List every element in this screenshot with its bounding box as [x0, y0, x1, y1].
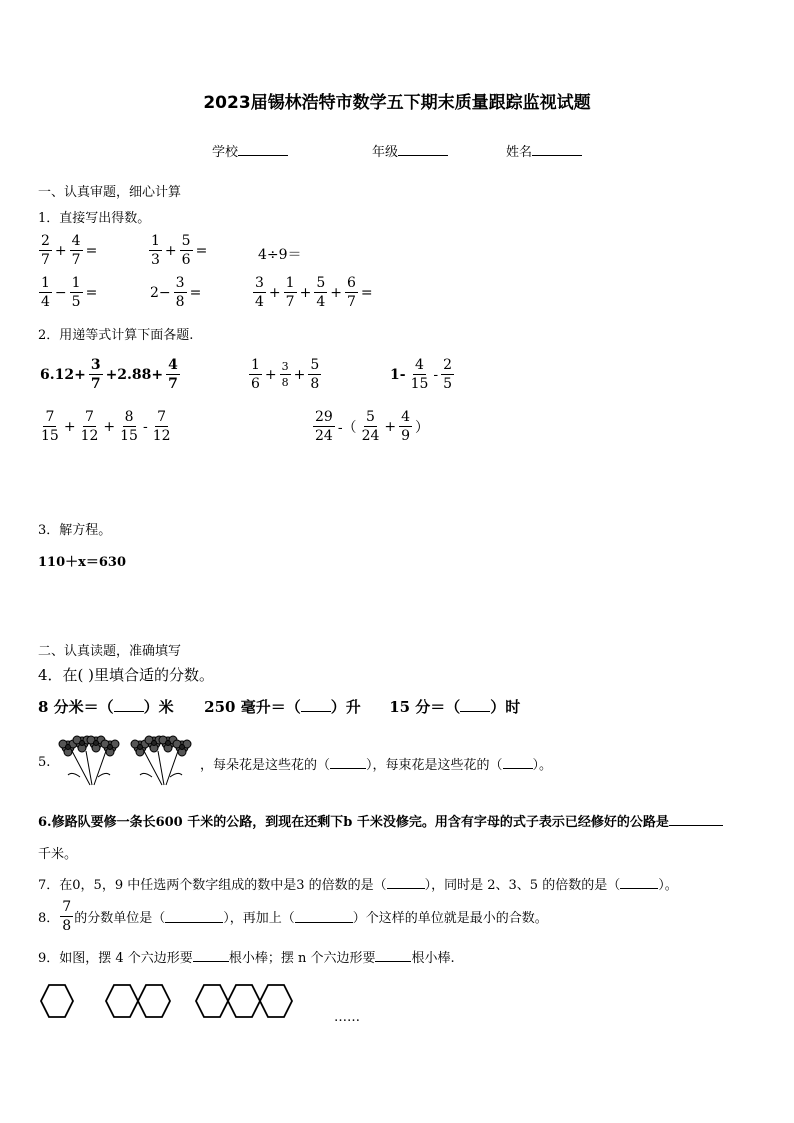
q5-number: 5.	[38, 755, 51, 770]
answer-blank[interactable]	[295, 910, 353, 923]
answer-blank[interactable]	[193, 949, 229, 962]
ellipsis: ……	[334, 1010, 360, 1025]
name-label: 姓名	[506, 145, 533, 160]
q3-equation: 110＋x＝630	[38, 555, 127, 570]
fraction: $\frac{5}{8}$	[310, 357, 320, 392]
fraction: $\frac{5}{4}$	[316, 275, 326, 310]
hexagon-figures	[38, 982, 298, 1026]
fraction: $\frac{7}{12}$	[152, 409, 171, 444]
hexagon	[196, 985, 228, 1017]
q2-expr-1: 6.12+ $\frac{3}{7}$ +2.88+ $\frac{4}{7}$	[40, 357, 178, 392]
fraction: $\frac{1}{5}$	[71, 275, 81, 310]
section1-heading: 一、认真审题，细心计算	[38, 185, 182, 200]
fraction: $\frac{4}{7}$	[71, 233, 81, 268]
school-field[interactable]	[212, 141, 288, 160]
q6-line2: 千米。	[38, 847, 78, 862]
fraction: $\frac{3}{8}$	[175, 275, 185, 310]
fraction: $\frac{3}{8}$	[281, 360, 289, 389]
fraction: $\frac{4}{7}$	[168, 357, 178, 392]
name-field[interactable]	[506, 141, 582, 160]
answer-blank[interactable]	[375, 949, 411, 962]
q5-text: ，每朵花是这些花的（ ），每束花是这些花的（ ）。	[200, 758, 553, 773]
q2-label: 2．用递等式计算下面各题.	[38, 328, 194, 343]
fraction: $\frac{3}{7}$	[90, 357, 101, 392]
answer-blank[interactable]	[114, 699, 144, 712]
grade-blank[interactable]	[398, 143, 448, 156]
fraction: $\frac{4}{9}$	[401, 409, 411, 444]
q6-line1: 6.修路队要修一条长600 千米的公路，到现在还剩下b 千米没修完。用含有字母的式子表示已经修好的公路是	[38, 811, 723, 830]
q1-label: 1．直接写出得数。	[38, 211, 151, 226]
section2-heading: 二、认真读题，准确填写	[38, 644, 182, 659]
hexagon	[41, 985, 73, 1017]
bouquet-2	[131, 736, 191, 785]
answer-blank[interactable]	[620, 876, 658, 889]
fraction: $\frac{2}{5}$	[443, 357, 453, 392]
answer-blank[interactable]	[301, 699, 331, 712]
fraction: $\frac{5}{6}$	[181, 233, 191, 268]
q1-item-5: 2− $\frac{3}{8}$ =	[150, 275, 202, 310]
grade-label: 年级	[372, 145, 399, 160]
q8-text: 8． $\frac{7}{8}$ 的分数单位是（ ），再加上（ ）个这样的单位就是最小的合数。	[38, 899, 548, 934]
grade-field[interactable]	[372, 141, 448, 160]
fraction: $\frac{7}{8}$	[62, 899, 72, 934]
q2-expr-2: $\frac{1}{6}$ + $\frac{3}{8}$ + $\frac{5}{8}$	[251, 357, 320, 392]
answer-blank[interactable]	[165, 910, 223, 923]
q1-item-4: $\frac{1}{4}$ − $\frac{1}{5}$ =	[41, 275, 98, 310]
answer-blank[interactable]	[387, 876, 425, 889]
hexagon	[138, 985, 170, 1017]
page-title: 2023届锡林浩特市数学五下期末质量跟踪监视试题	[203, 93, 591, 113]
hexagon	[106, 985, 138, 1017]
hexagon	[228, 985, 260, 1017]
fraction: $\frac{1}{6}$	[251, 357, 260, 392]
fraction: $\frac{2}{7}$	[41, 233, 50, 268]
answer-blank[interactable]	[669, 813, 723, 826]
q9-text: 9．如图，摆 4 个六边形要 根小棒；摆 n 个六边形要 根小棒.	[38, 951, 455, 966]
q2-expr-5: $\frac{29}{24}$ -（ $\frac{5}{24}$ + $\frac{4}{9}$ ）	[315, 409, 430, 444]
q1-item-1: $\frac{2}{7}$ + $\frac{4}{7}$ =	[41, 233, 98, 268]
school-blank[interactable]	[238, 143, 288, 156]
q4-line: 8 分米＝（ ）米 250 毫升＝（ ）升 15 分＝（ ）时	[38, 698, 521, 716]
fraction: $\frac{7}{12}$	[80, 409, 99, 444]
flower	[101, 740, 119, 756]
fraction: $\frac{6}{7}$	[346, 275, 356, 310]
answer-blank[interactable]	[503, 756, 533, 769]
fraction: $\frac{29}{24}$	[315, 409, 333, 444]
q3-label: 3．解方程。	[38, 523, 112, 538]
fraction: $\frac{8}{15}$	[120, 409, 138, 444]
school-label: 学校	[212, 145, 239, 160]
flower-bouquets-image	[58, 733, 200, 789]
name-blank[interactable]	[532, 143, 582, 156]
flower	[173, 740, 191, 756]
bouquet-1	[59, 736, 119, 785]
q2-expr-3: 1- $\frac{4}{15}$ - $\frac{2}{5}$	[390, 357, 453, 392]
q2-expr-4: $\frac{7}{15}$ + $\frac{7}{12}$ + $\frac{8}{15}$ - $\frac{7}{12}$	[41, 409, 171, 444]
q1-item-2: $\frac{1}{3}$ + $\frac{5}{6}$ =	[151, 233, 208, 268]
q1-item-6: $\frac{3}{4}$ + $\frac{1}{7}$ + $\frac{5}{4}$ + $\frac{6}{7}$ =	[255, 275, 373, 310]
fraction: $\frac{3}{4}$	[255, 275, 264, 310]
fraction: $\frac{4}{15}$	[410, 357, 429, 392]
q7-text: 7．在0，5，9 中任选两个数字组成的数中是3 的倍数的是（ ），同时是 2、3、5 的倍数的是（ ）。	[38, 878, 678, 893]
fraction: $\frac{5}{24}$	[361, 409, 380, 444]
fraction: $\frac{1}{3}$	[151, 233, 160, 268]
answer-blank[interactable]	[460, 699, 490, 712]
answer-blank[interactable]	[330, 756, 366, 769]
fraction: $\frac{1}{4}$	[41, 275, 50, 310]
q4-label: 4．在( )里填合适的分数。	[38, 666, 215, 684]
hexagon	[260, 985, 292, 1017]
q1-item-3: 4÷9＝	[258, 247, 302, 263]
fraction: $\frac{7}{15}$	[41, 409, 59, 444]
fraction: $\frac{1}{7}$	[285, 275, 295, 310]
